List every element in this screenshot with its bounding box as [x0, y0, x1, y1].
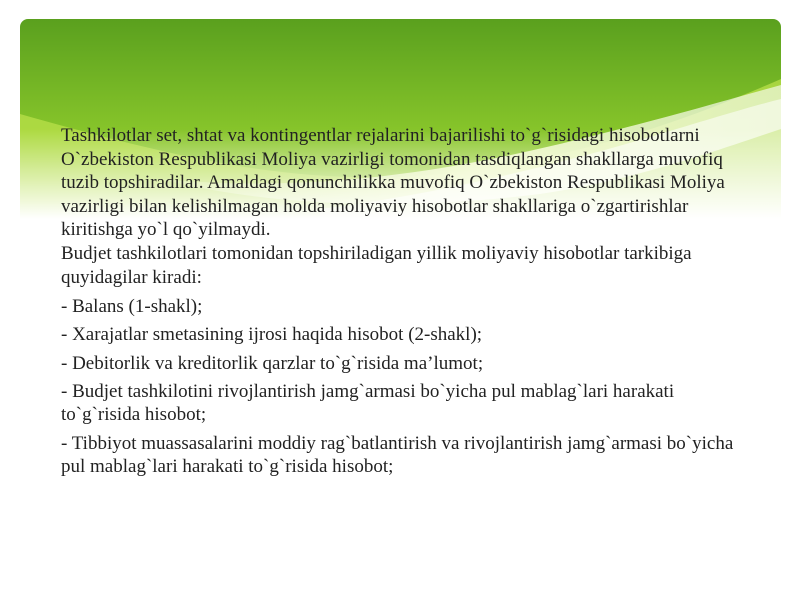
list-item: - Xarajatlar smetasining ijrosi haqida hisobot (2-shakl); — [61, 324, 483, 346]
composition-paragraph: Budjet tashkilotlari tomonidan topshiriladigan yillik moliyaviy hisobotlar tarkibiga quyidagilar kiradi: — [61, 242, 692, 288]
list-item: - Budjet tashkilotini rivojlantirish jamg`armasi bo`yicha pul mablag`lari harakati to`g`risida hisobot; — [61, 380, 675, 426]
intro-paragraph: Tashkilotlar set, shtat va kontingentlar rejalarini bajarilishi to`g`risidagi hisobotlarni O`zbekiston Respublikasi Moliya vazirligi tomonidan tasdiqlangan shakllarga muvofiq tuzib topshiradilar. Amaldagi qonunchilikka muvofiq O`zbekiston Respublikasi Moliya vazirligi bilan kelishilmagan holda moliyaviy hisobotlar shakllariga o`zgartirishlar kiritishga yo`l qo`yilmaydi. — [61, 125, 725, 241]
list-item: - Balans (1-shakl); — [61, 296, 203, 318]
report-list — [61, 295, 751, 479]
slide-body — [61, 124, 751, 479]
list-item: - Tibbiyot muassasalarini moddiy rag`batlantirish va rivojlantirish jamg`armasi bo`yicha pul mablag`lari harakati to`g`risida hisobot; — [61, 432, 734, 478]
list-item: - Debitorlik va kreditorlik qarzlar to`g`risida ma’lumot; — [61, 352, 484, 374]
